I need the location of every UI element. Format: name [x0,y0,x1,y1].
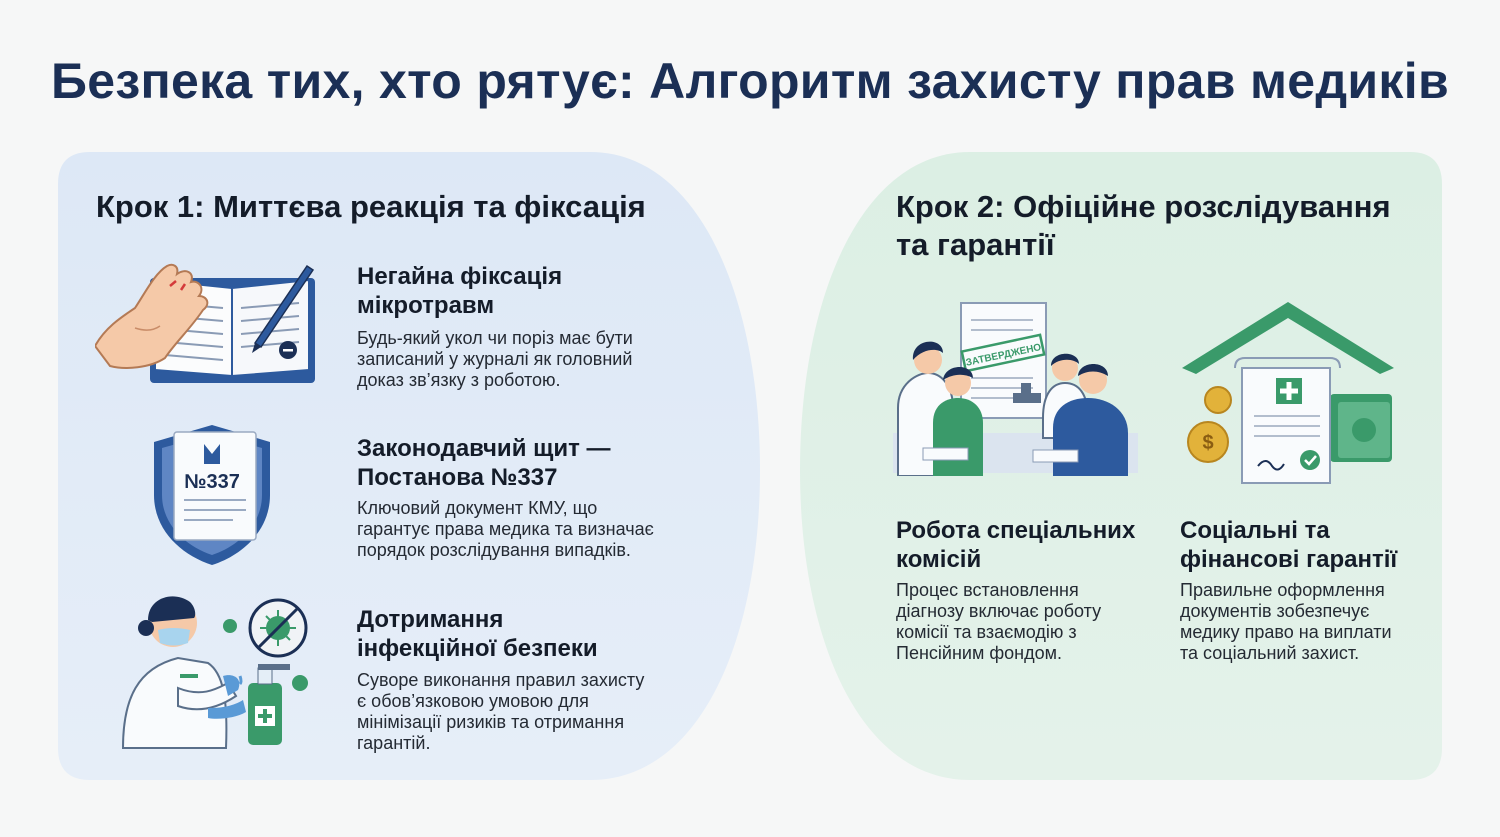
shield-badge-text: №337 [184,471,240,493]
item5-title-line1: Соціальні та [1180,517,1330,544]
item1-title-line2: мікротравм [357,292,495,319]
item3-title-line1: Дотримання [357,606,504,633]
step2-title-line1: Крок 2: Офіційне розслідування [896,189,1391,224]
dollar-sign-glyph: $ [1202,432,1214,454]
item3-text-line3: мінімізації ризиків та отримання [357,712,625,732]
item3-text-line2: є обов’язковою умовою для [357,691,589,711]
item4-text-line2: діагнозу включає роботу [896,601,1102,621]
item2-title-line1: Законодавчий щит — [357,435,611,462]
shield-decree-icon [148,420,276,570]
item3-text-line1: Суворе виконання правил захисту [357,670,645,690]
item1-text-line1: Будь-який укол чи поріз має бути [357,328,633,348]
item1-text-line3: доказ зв’язку з роботою. [357,370,561,390]
item5-text-line1: Правильне оформлення [1180,580,1385,600]
house-finance-icon [1180,298,1405,494]
item5-title-line2: фінансові гарантії [1180,546,1398,573]
item1-text-line2: записаний у журналі як головний [357,349,633,369]
item2-title-line2: Постанова №337 [357,464,558,491]
page-title: Безпека тих, хто рятує: Алгоритм захисту прав медиків [51,53,1449,109]
item4-text-line1: Процес встановлення [896,580,1079,600]
hand-journal-icon [95,258,325,388]
step2-title-line2: та гарантії [896,227,1055,262]
item4-text-line4: Пенсійним фондом. [896,643,1062,663]
item4-title-line1: Робота спеціальних [896,517,1136,544]
item3-text-line4: гарантій. [357,733,431,753]
item2-text-line3: порядок розслідування випадків. [357,540,631,560]
nurse-sanitizer-icon [118,588,318,753]
item5-text-line3: медику право на виплати [1180,622,1392,642]
item1-title-line1: Негайна фіксація [357,263,563,290]
commission-meeting-icon [893,298,1138,476]
item5-text-line2: документів зобезпечує [1180,601,1370,621]
item4-title-line2: комісій [896,546,982,573]
step1-title: Крок 1: Миттєва реакція та фіксація [96,189,646,224]
approved-stamp-text: ЗАТВЕРДЖЕНО [964,342,1043,369]
item5-text-line4: та соціальний захист. [1180,643,1360,663]
item2-text-line2: гарантує права медика та визначає [357,519,654,539]
item4-text-line3: комісії та взаємодію з [896,622,1077,642]
item2-text-line1: Ключовий документ КМУ, що [357,498,598,518]
item3-title-line2: інфекційної безпеки [357,635,598,662]
